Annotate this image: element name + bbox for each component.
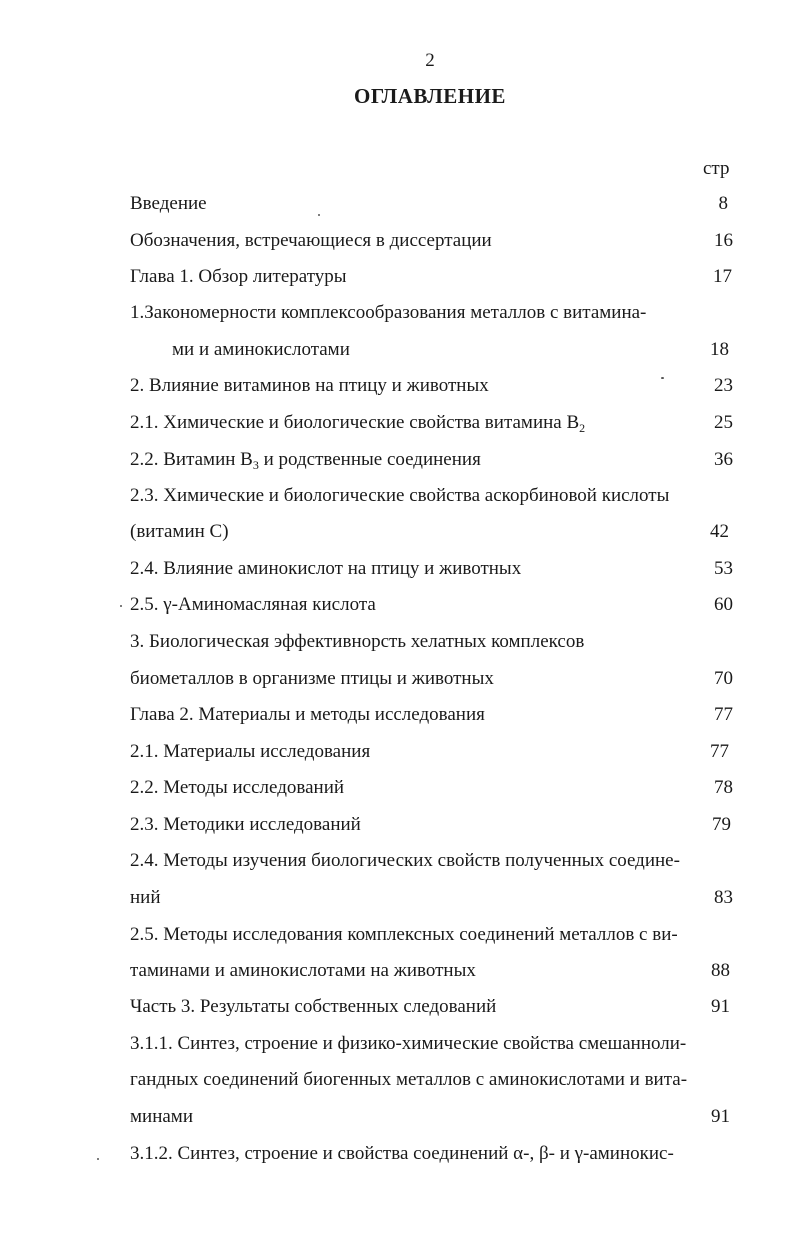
toc-entry-page: 70 — [714, 668, 733, 689]
scan-speck — [318, 214, 320, 216]
page-column-label: стр — [703, 158, 730, 179]
subscript: 2 — [579, 421, 586, 435]
toc-entry-text: 2.3. Методики исследований — [130, 814, 361, 835]
toc-entry-text-part: 2.1. Химические и биологические свойства витамина В — [130, 412, 580, 433]
toc-entry — [130, 337, 735, 363]
toc-entry — [130, 885, 735, 911]
scan-speck — [120, 605, 122, 607]
toc-entry-page: 23 — [714, 375, 733, 396]
toc-entry-page: 18 — [710, 339, 729, 360]
toc-entry-text: 2.3. Химические и биологические свойства аскорбиновой кислоты — [130, 485, 670, 506]
toc-entry-text: 3.1.2. Синтез, строение и свойства соединений α-, β- и γ-аминокис- — [130, 1143, 674, 1164]
toc-entry-text: гандных соединений биогенных металлов с аминокислотами и вита- — [130, 1069, 688, 1090]
toc-entry — [130, 1141, 735, 1167]
toc-entry-text — [130, 410, 585, 436]
toc-entry-text: Часть 3. Результаты собственных следований — [130, 996, 497, 1017]
toc-entry-text: 1.Закономерности комплексообразования металлов с витамина- — [130, 302, 647, 323]
toc-entry — [130, 483, 735, 509]
toc-entry-page: 91 — [711, 996, 730, 1017]
toc-entry — [130, 264, 735, 290]
toc-entry-text: 2.5. Методы исследования комплексных соединений металлов с ви- — [130, 924, 678, 945]
toc-entry — [130, 775, 735, 801]
toc-entry-page: 77 — [714, 704, 733, 725]
toc-entry — [130, 191, 735, 217]
toc-entry — [130, 812, 735, 838]
toc-entry-text: минами — [130, 1106, 193, 1127]
toc-entry — [130, 373, 735, 399]
toc-entry-text: биометаллов в организме птицы и животных — [130, 668, 494, 689]
toc-entry-text: 2. Влияние витаминов на птицу и животных — [130, 375, 489, 396]
toc-entry-text: 2.4. Методы изучения биологических свойств полученных соедине- — [130, 850, 680, 871]
toc-entry-page: 42 — [710, 521, 729, 542]
toc-entry-text: 3.1.1. Синтез, строение и физико-химические свойства смешанноли- — [130, 1033, 687, 1054]
toc-entry — [130, 1067, 735, 1093]
toc-entry — [130, 556, 735, 582]
toc-entry-page: 16 — [714, 230, 733, 251]
toc-entry-text: 2.5. γ-Аминомасляная кислота — [130, 594, 376, 615]
toc-entry-page: 25 — [714, 412, 733, 433]
toc-entry — [130, 922, 735, 948]
page-title: ОГЛАВЛЕНИЕ — [354, 84, 506, 108]
toc-entry-text: Обозначения, встречающиеся в диссертации — [130, 230, 492, 251]
toc-entry — [130, 958, 735, 984]
toc-entry — [130, 519, 735, 545]
toc-entry — [130, 592, 735, 618]
toc-entry-page: 53 — [714, 558, 733, 579]
toc-entry-text: 2.1. Материалы исследования — [130, 741, 371, 762]
toc-entry-page: 78 — [714, 777, 733, 798]
scan-speck — [97, 1158, 99, 1160]
scan-speck — [661, 377, 664, 379]
toc-entry-text: 3. Биологическая эффективнорсть хелатных комплексов — [130, 631, 585, 652]
toc-entry-page: 60 — [714, 594, 733, 615]
toc-entry-page: 79 — [712, 814, 731, 835]
toc-entry — [130, 666, 735, 692]
toc-entry-page: 8 — [718, 193, 728, 214]
toc-entry — [130, 447, 735, 473]
toc-entry-page: 77 — [710, 741, 729, 762]
toc-entry-text: таминами и аминокислотами на животных — [130, 960, 476, 981]
toc-entry-text: ми и аминокислотами — [172, 339, 350, 360]
toc-entry — [130, 410, 735, 436]
subscript: 3 — [252, 458, 259, 472]
toc-entry-text: (витамин С) — [130, 521, 229, 542]
toc-entry-text-part: и родственные соединения — [258, 449, 481, 470]
toc-entry-text: Глава 2. Материалы и методы исследования — [130, 704, 485, 725]
toc-entry — [130, 629, 735, 655]
toc-entry-text-part: 2.2. Витамин В — [130, 449, 253, 470]
toc-entry-page: 36 — [714, 449, 733, 470]
toc-entry-text — [130, 447, 481, 473]
toc-entry — [130, 994, 735, 1020]
toc-entry-text: Введение — [130, 193, 207, 214]
toc-entry — [130, 848, 735, 874]
toc-entry — [130, 702, 735, 728]
toc-entry-page: 88 — [711, 960, 730, 981]
toc-entry — [130, 300, 735, 326]
toc-entry — [130, 739, 735, 765]
toc-entry — [130, 228, 735, 254]
toc-entry-text: Глава 1. Обзор литературы — [130, 266, 347, 287]
toc-entry — [130, 1031, 735, 1057]
toc-entry — [130, 1104, 735, 1130]
toc-entry-page: 83 — [714, 887, 733, 908]
page-number: 2 — [425, 50, 435, 71]
toc-entry-page: 91 — [711, 1106, 730, 1127]
toc-entry-text: ний — [130, 887, 161, 908]
toc-entry-text: 2.4. Влияние аминокислот на птицу и животных — [130, 558, 522, 579]
toc-entry-page: 17 — [713, 266, 732, 287]
toc-entry-text: 2.2. Методы исследований — [130, 777, 345, 798]
